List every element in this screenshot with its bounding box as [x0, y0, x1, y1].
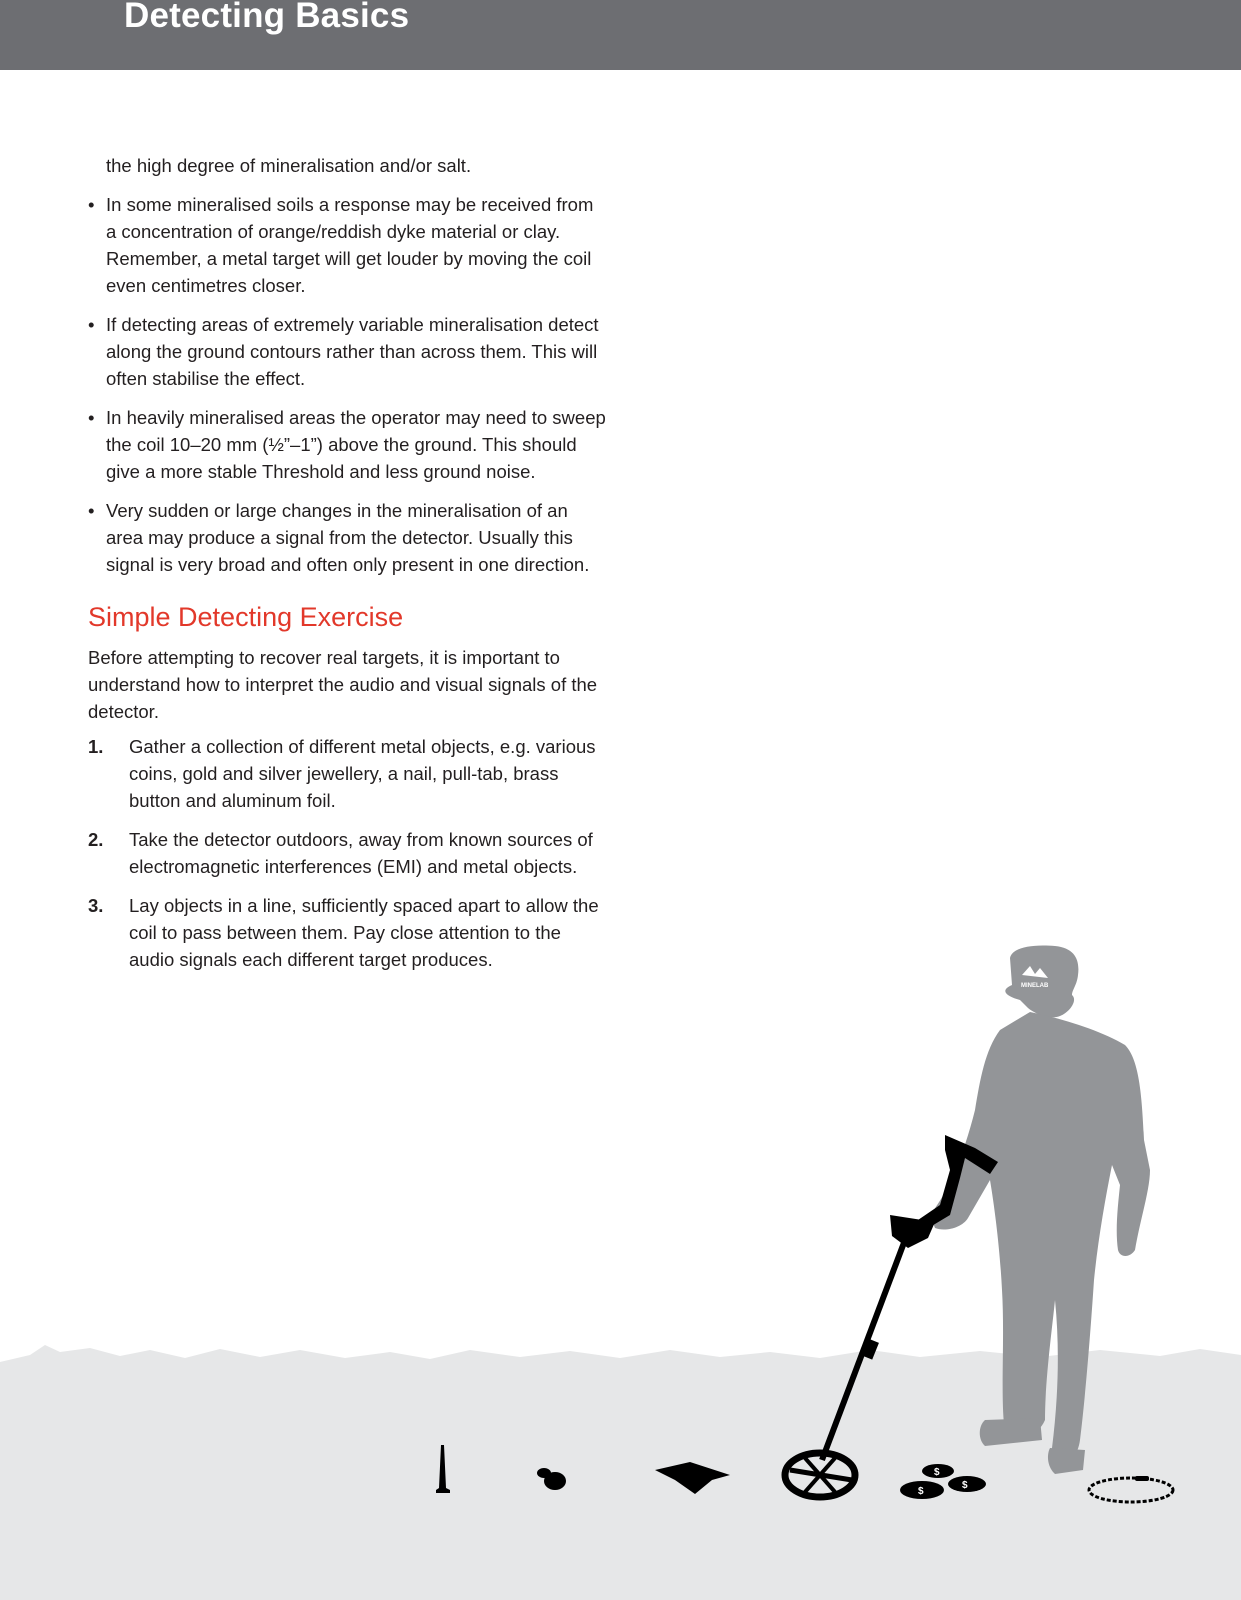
detecting-illustration — [0, 900, 1241, 1600]
step-number: 2. — [88, 829, 104, 850]
step-number: 1. — [88, 736, 104, 757]
coin-dollar-sign: $ — [934, 1467, 940, 1478]
cap-logo-text: MINELAB — [1021, 983, 1049, 989]
coin-dollar-sign: $ — [962, 1480, 968, 1491]
continuation-text: the high degree of mineralisation and/or salt. — [106, 155, 472, 176]
numbered-step — [88, 826, 608, 880]
page-title: Detecting Basics — [124, 0, 410, 35]
bullet-item — [88, 311, 608, 392]
numbered-step — [88, 733, 608, 814]
bullet-text: In some mineralised soils a response may be received from a concentration of orange/reddish dyke material or clay. Remember, a metal target will get louder by moving the coil even centimetres closer. — [106, 194, 594, 296]
bullet-item — [88, 497, 608, 578]
step-text: Take the detector outdoors, away from known sources of electromagnetic interferences (EMI) and metal objects. — [129, 829, 593, 877]
bullet-dot: • — [88, 314, 95, 335]
bullet-text: If detecting areas of extremely variable mineralisation detect along the ground contours rather than across them. This will often stabilise the effect. — [106, 314, 599, 389]
step-text: Lay objects in a line, sufficiently spaced apart to allow the coil to pass between them. Pay close attention to the audio signals each different target produces. — [129, 895, 599, 970]
bullet-item — [88, 404, 608, 485]
section-heading: Simple Detecting Exercise — [88, 602, 404, 632]
main-content — [88, 152, 608, 985]
bullet-text: In heavily mineralised areas the operator may need to sweep the coil 10–20 mm (½”–1”) above the ground. This should give a more stable Threshold and less ground noise. — [106, 407, 606, 482]
coin-dollar-sign: $ — [918, 1486, 924, 1497]
bullet-item — [88, 191, 608, 299]
step-number: 3. — [88, 895, 104, 916]
step-text: Gather a collection of different metal objects, e.g. various coins, gold and silver jewellery, a nail, pull-tab, brass button and aluminum foil. — [129, 736, 596, 811]
bullet-dot: • — [88, 194, 95, 215]
bullet-dot: • — [88, 407, 95, 428]
section-intro: Before attempting to recover real targets, it is important to understand how to interpret the audio and visual signals of the detector. — [88, 647, 598, 722]
header-band — [0, 0, 1241, 70]
bullet-dot: • — [88, 500, 95, 521]
bullet-text: Very sudden or large changes in the mineralisation of an area may produce a signal from the detector. Usually this signal is very broad and often only present in one direction. — [106, 500, 590, 575]
